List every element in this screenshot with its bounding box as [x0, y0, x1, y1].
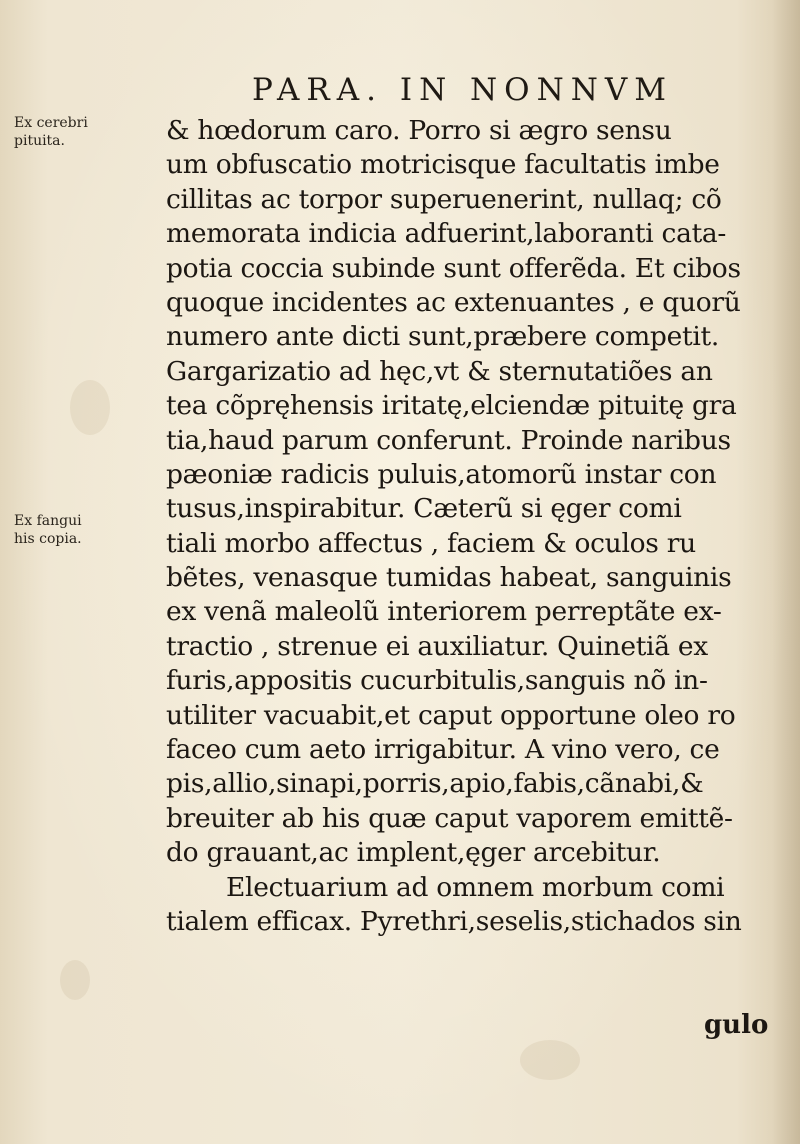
text-line: numero ante dicti sunt,præbere competit.	[166, 321, 719, 353]
margin-note-line: pituita.	[14, 133, 65, 149]
paper-stain	[520, 1040, 580, 1080]
page-edge-shadow	[772, 0, 800, 1144]
text-line: bẽtes, venasque tumidas habeat, sanguinis	[166, 562, 732, 594]
text-line: tea cõpręhensis iritatę,elciendæ pituitę gra	[166, 390, 737, 422]
text-line: faceo cum aeto irrigabitur. A vino vero, ce	[166, 734, 720, 766]
margin-note-line: Ex cerebri	[14, 115, 88, 131]
text-line: tractio , strenue ei auxiliatur. Quinetiã ex	[166, 630, 708, 662]
margin-note-line: his copia.	[14, 531, 82, 547]
text-line: pis,allio,sinapi,porris,apio,fabis,cãnabi,&	[166, 768, 704, 800]
margin-note-line: Ex fangui	[14, 513, 82, 529]
text-line: um obfuscatio motricisque facultatis imbe	[166, 149, 720, 181]
text-line: tia,haud parum conferunt. Proinde naribus	[166, 424, 731, 456]
text-line: tiali morbo affectus , faciem & oculos ru	[166, 527, 696, 559]
paper-stain	[70, 380, 110, 435]
margin-note-pituita	[14, 114, 88, 150]
text-line: do grauant,ac implent,ęger arcebitur.	[166, 837, 661, 869]
catchword: gulo	[704, 1010, 769, 1040]
text-line: tialem efficax. Pyrethri,seselis,stichados sin	[166, 905, 742, 937]
margin-note-sanguis	[14, 512, 82, 548]
text-line: memorata indicia adfuerint,laboranti cata-	[166, 218, 727, 250]
text-line: tusus,inspirabitur. Cæterũ si ęger comi	[166, 493, 682, 525]
running-head: PARA. IN NONNVM	[252, 72, 673, 108]
text-line-heading: Electuarium ad omnem morbum comi	[226, 871, 725, 903]
text-line: furis,appositis cucurbitulis,sanguis nõ in-	[166, 665, 708, 697]
text-line: utiliter vacuabit,et caput opportune oleo ro	[166, 699, 736, 731]
body-text	[166, 114, 766, 939]
text-line: pæoniæ radicis puluis,atomorũ instar con	[166, 458, 717, 490]
text-line: cillitas ac torpor superuenerint, nullaq; cõ	[166, 183, 722, 215]
text-line: Gargarizatio ad hęc,vt & sternutatiões an	[166, 355, 713, 387]
text-line: & hœdorum caro. Porro si ægro sensu	[166, 115, 672, 146]
text-line: quoque incidentes ac extenuantes , e quorũ	[166, 286, 741, 318]
text-line: ex venã maleolũ interiorem perreptãte ex-	[166, 596, 722, 628]
paper-stain	[60, 960, 90, 1000]
text-line: breuiter ab his quæ caput vaporem emittẽ-	[166, 802, 733, 834]
text-line: potia coccia subinde sunt offerẽda. Et cibos	[166, 252, 741, 284]
